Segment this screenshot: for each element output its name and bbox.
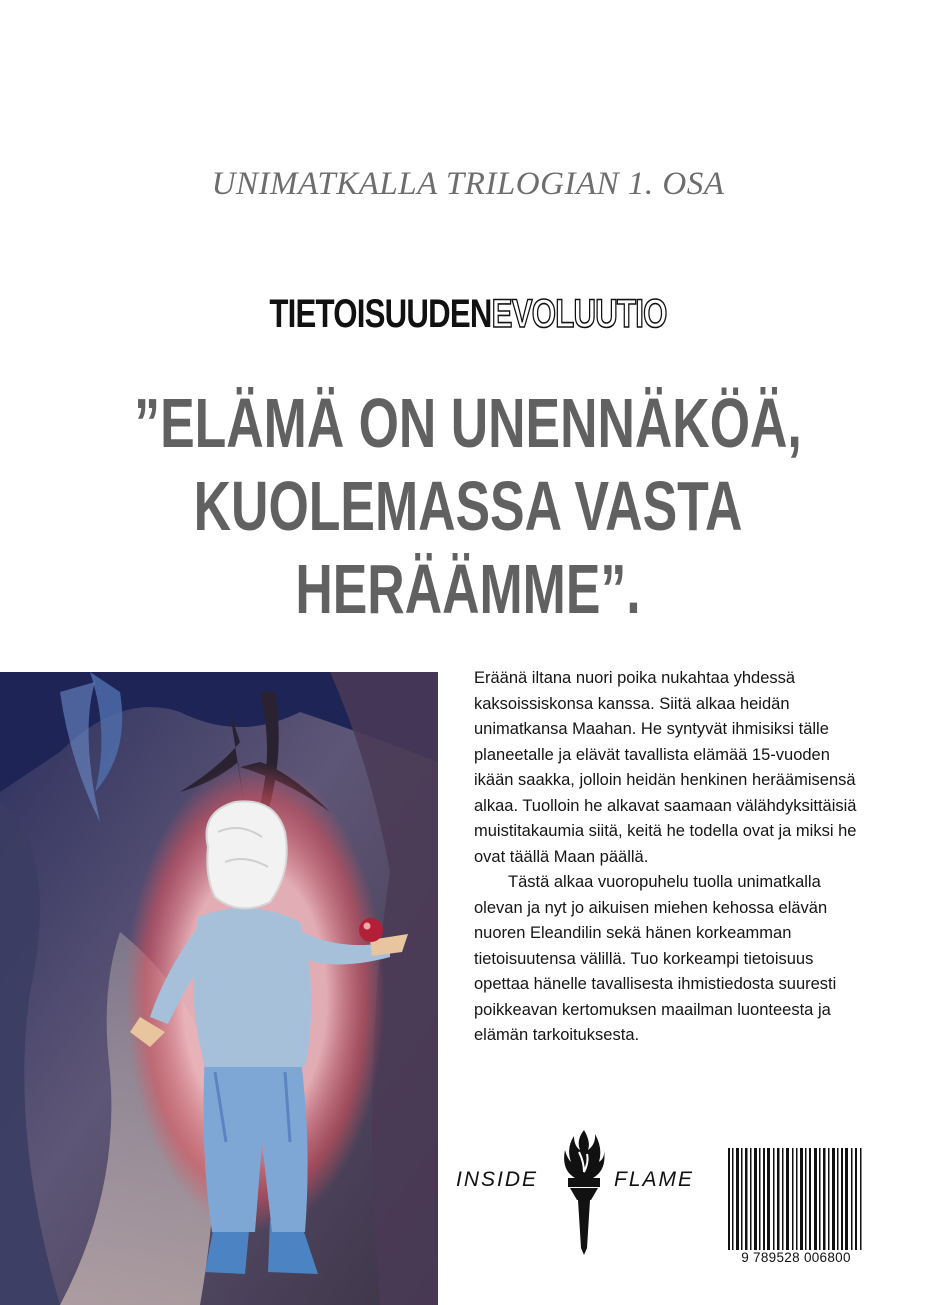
quote-line-3: HERÄÄMME”. [295,550,641,628]
torch-icon [561,1128,607,1258]
series-title: UNIMATKALLA TRILOGIAN 1. OSA [211,166,725,202]
publisher-word-left: INSIDE [456,1168,539,1191]
cover-quote [122,382,815,631]
blurb-paragraph-2: Tästä alkaa vuoropuhelu tuolla unimatkalla olevan ja nyt jo aikuisen miehen kehossa elävän nuoren Eleandilin sekä hänen korkeamman tietoisuutensa välillä. Tuo korkeampi tietoisuus opettaa hänelle tavallisesta ihmistiedosta suuresti poikkeavan kertomuksen maailman luonteesta ja elämän tarkoituksesta. [474,873,837,1044]
blurb-paragraph-1: Eräänä iltana nuori poika nukahtaa yhdessä kaksoissiskonsa kanssa. Siitä alkaa heidän unimatkansa Maahan. He syntyvät ihmisiksi tälle planeetalle ja elävät tavallista elämää 15-vuoden ikään saakka, jolloin heidän henkinen heräämisensä alkaa. Tuolloin he alkavat saamaan välähdyksittäisiä muistitakaumia siitä, keitä he todella ovat ja miksi he ovat täällä Maan päällä. [474,669,857,866]
publisher-word-right: FLAME [614,1168,695,1191]
publisher-logo [456,1128,712,1258]
cover-painting [0,672,438,1305]
quote-line-2: KUOLEMASSA VASTA [193,467,743,545]
back-cover-blurb [474,666,864,1049]
quote-line-1: ”ELÄMÄ ON UNENNÄKÖÄ, [134,384,802,462]
subtitle-outline: EVOLUUTIO [491,292,667,336]
book-subtitle [103,292,833,337]
isbn-number: 9 789528 006800 [726,1250,866,1265]
subtitle-solid: TIETOISUUDEN [269,292,492,336]
